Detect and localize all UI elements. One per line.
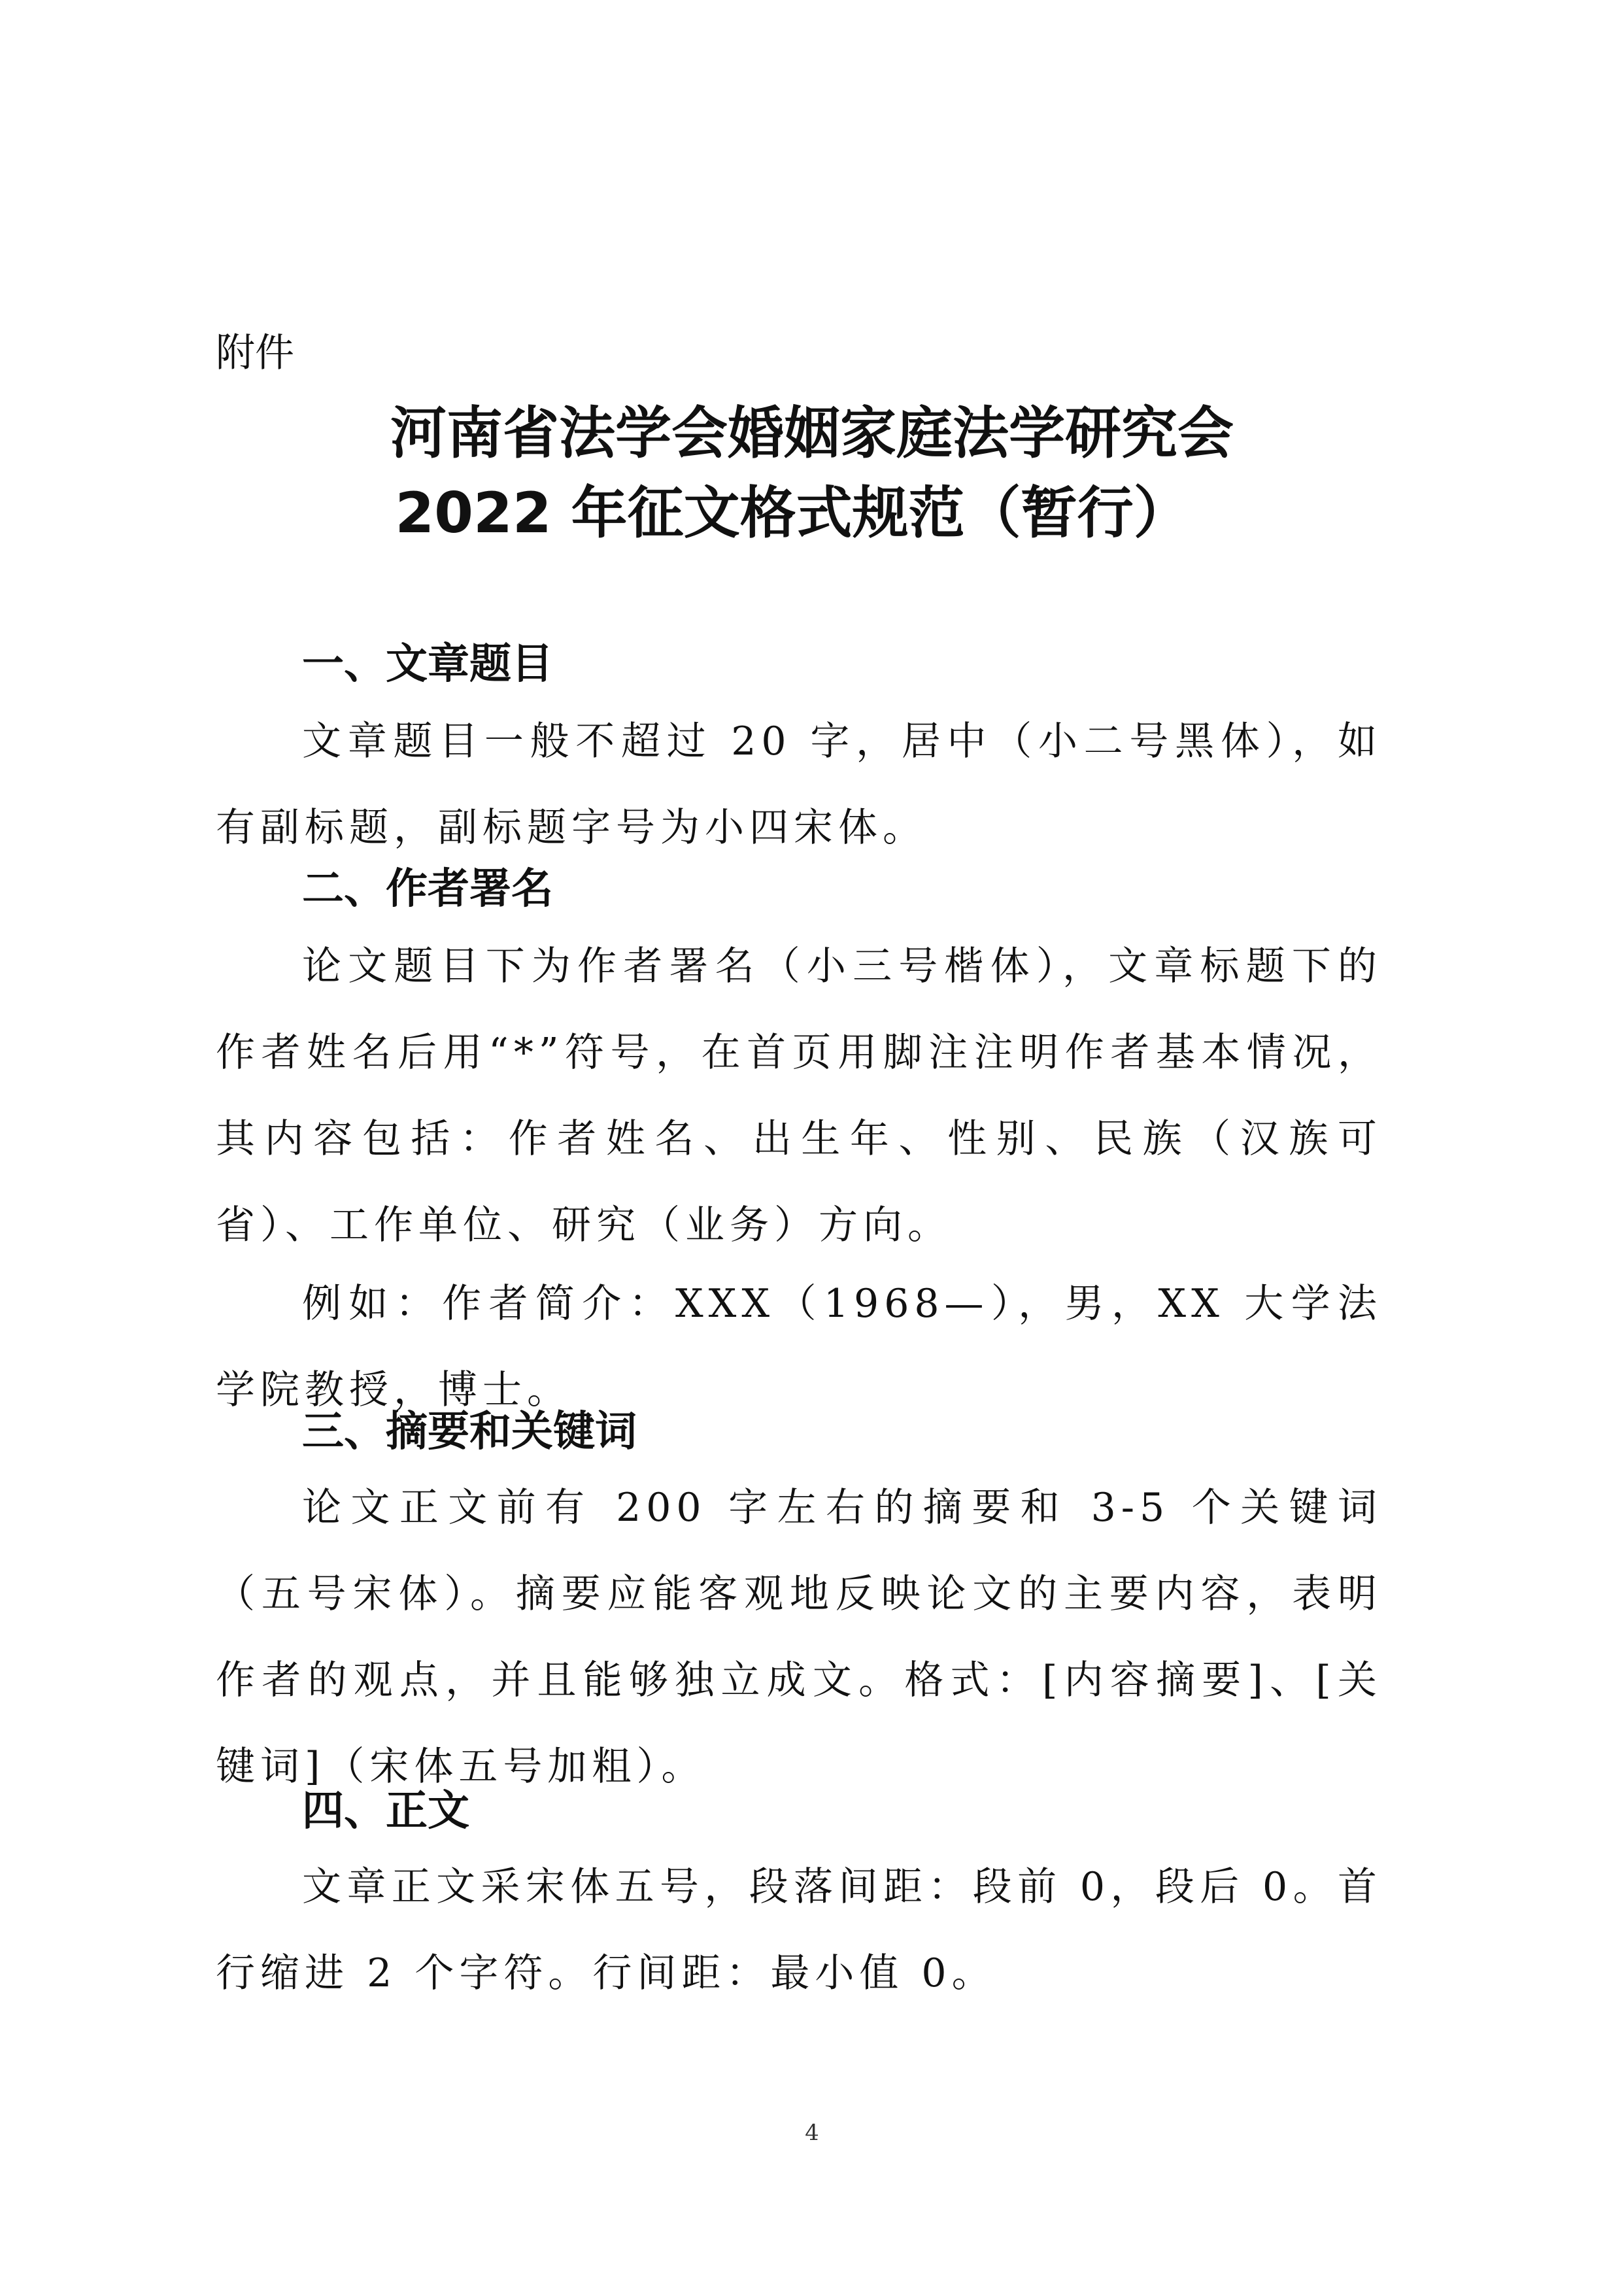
section-heading-body: 四、正文 [302,1787,469,1835]
section-heading-title: 一、文章题目 [302,640,553,688]
section-heading-author: 二、作者署名 [302,865,553,913]
document-title-line-1: 河南省法学会婚姻家庭法学研究会 [390,401,1234,466]
page-number: 4 [805,2120,819,2146]
section-paragraph-author-example: 例如：作者简介：XXX（1968—），男，XX 大学法学院教授，博士。 [216,1281,1382,1413]
section-paragraph-author: 论文题目下为作者署名（小三号楷体），文章标题下的作者姓名后用“*”符号，在首页用脚注注明作者基本情况，其内容包括：作者姓名、出生年、性别、民族（汉族可省）、工作单位、研究（业务）方向。 [216,943,1382,1248]
section-heading-abstract: 三、摘要和关键词 [302,1408,637,1456]
section-paragraph-title: 文章题目一般不超过 20 字，居中（小二号黑体），如有副标题，副标题字号为小四宋体。 [216,719,1382,851]
section-paragraph-body: 文章正文采宋体五号，段落间距：段前 0，段后 0。首行缩进 2 个字符。行间距：最小值 0。 [216,1864,1382,1996]
section-paragraph-abstract: 论文正文前有 200 字左右的摘要和 3-5 个关键词（五号宋体）。摘要应能客观地反映论文的主要内容，表明作者的观点，并且能够独立成文。格式：[内容摘要]、[关键词]（宋体五号加粗）。 [216,1485,1382,1790]
document-title-line-2: 2022 年征文格式规范（暂行） [395,481,1190,546]
attachment-label: 附件 [216,330,294,376]
